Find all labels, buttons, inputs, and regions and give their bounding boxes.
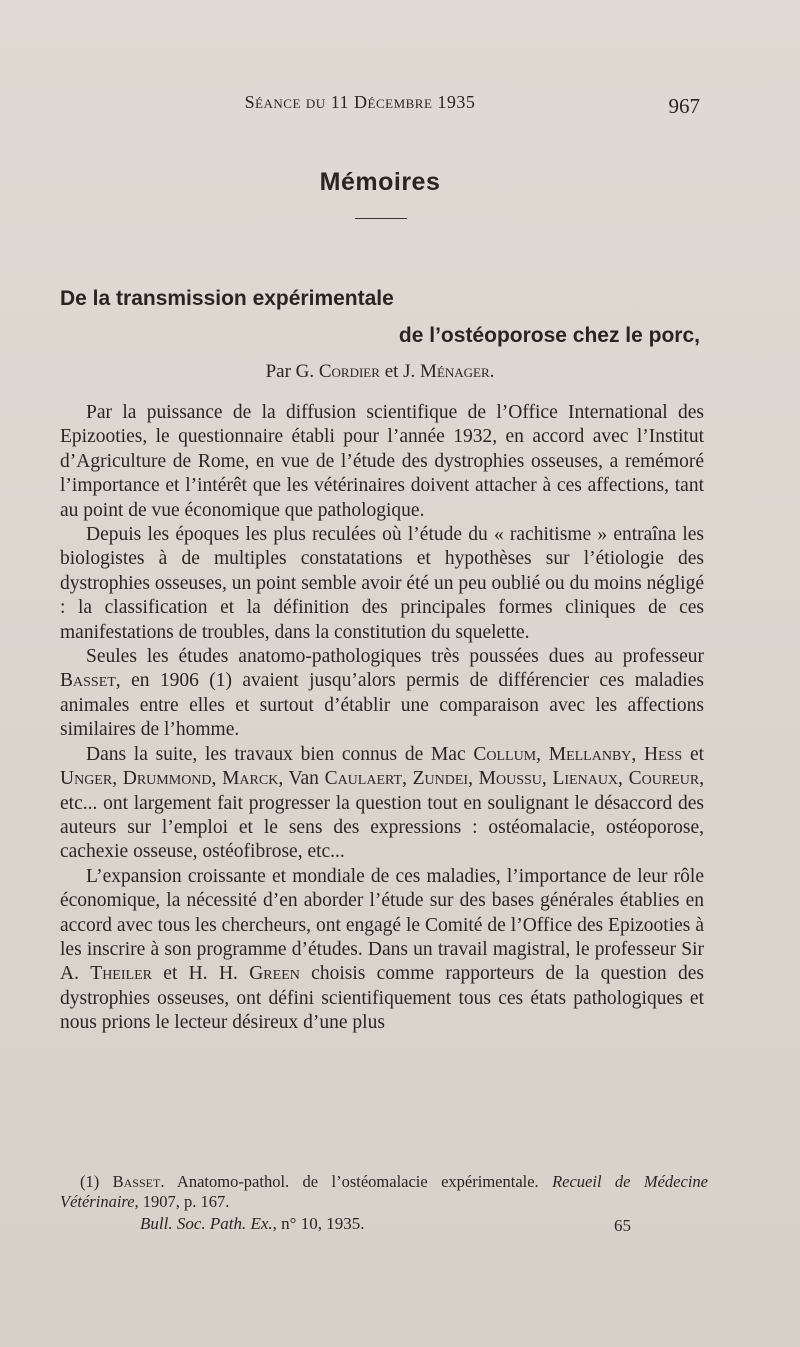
author-name: Collum xyxy=(473,743,537,765)
text-run: , etc... ont largement fait progresser la question tout en soulignant le désaccord des auteurs sur l’emploi et le sens des expressions : ostéomalacie, ostéoporose, cachexie osseuse, ostéofibrose, etc... xyxy=(60,768,705,863)
paragraph xyxy=(60,743,704,865)
author-name: Caulaert xyxy=(324,768,403,790)
byline-prefix: Par xyxy=(265,361,296,382)
text-run: , xyxy=(536,743,549,765)
footnote-marker: (1) xyxy=(80,1172,113,1191)
title-rule xyxy=(355,218,407,219)
text-run: , en 1906 (1) avaient jusqu’alors permis de différencier ces maladies animales entre elles et surtout d’établir une comparaison avec les affections similaires de l’homme. xyxy=(60,670,704,741)
author-name: Coureur xyxy=(628,768,700,790)
footnote-text xyxy=(60,1172,708,1212)
footnote-tail: , 1907, p. 167. xyxy=(134,1192,230,1211)
text-run: L’expansion croissante et mondiale de ces maladies, l’importance de leur rôle économique, la nécessité d’en aborder l’étude sur des bases générales établies en accord avec tous les chercheurs, ont engagé le Comité de l’Office des Epizooties à les inscrire à son programme d’études. Dans un travail magistral, le professeur Sir A. xyxy=(60,865,704,985)
text-run: Dans la suite, les travaux bien connus de Mac xyxy=(86,743,474,765)
text-run: et xyxy=(682,743,705,765)
text-run: choisis comme rapporteurs de la question des dystrophies osseuses, ont défini scientifiquement tous ces états pathologiques et nous prions le lecteur désireux d’une plus xyxy=(60,963,704,1034)
running-head-title: Séance du 11 Décembre 1935 xyxy=(244,92,476,112)
article-title-line2: de l’ostéoporose chez le porc, xyxy=(398,324,700,347)
text-run: , Van xyxy=(278,768,325,790)
author-2: J. Ménager xyxy=(403,361,490,382)
author-name: Zundei xyxy=(412,768,469,790)
text-run: , xyxy=(112,768,123,790)
text-run: , xyxy=(211,768,223,790)
author-name: Basset xyxy=(60,670,116,692)
author-name: Drummond xyxy=(122,768,212,790)
section-title: Mémoires xyxy=(319,168,441,196)
footnote-body: . Anatomo-pathol. de l’ostéomalacie expérimentale. xyxy=(160,1172,553,1191)
footnote-journal: Recueil de Médecine Vétérinaire xyxy=(60,1172,708,1211)
author-name: Theiler xyxy=(90,963,152,985)
byline xyxy=(0,361,760,383)
signature-mark: 65 xyxy=(614,1216,631,1235)
author-name: Unger xyxy=(60,768,113,790)
paragraph xyxy=(60,865,704,1036)
author-name: Marck xyxy=(222,768,279,790)
paragraph xyxy=(60,401,704,523)
author-name: Moussu xyxy=(478,768,542,790)
footnote xyxy=(60,1172,708,1212)
author-1: G. Cordier xyxy=(295,361,380,382)
article-body xyxy=(60,401,704,1036)
author-name: Lienaux xyxy=(552,768,619,790)
author-name: Hess xyxy=(644,743,683,765)
paragraph xyxy=(60,645,704,743)
byline-and: et xyxy=(379,361,404,382)
journal-signature xyxy=(140,1214,364,1234)
page-number: 967 xyxy=(668,94,700,118)
article-title-line1: De la transmission expérimentale xyxy=(60,287,394,310)
paragraph xyxy=(60,523,704,645)
text-run: et H. H. xyxy=(151,963,250,985)
journal-issue: , n° 10, 1935. xyxy=(272,1214,365,1233)
text-run: , xyxy=(541,768,553,790)
footnote-author: Basset xyxy=(112,1172,161,1191)
author-name: Mellanby xyxy=(548,743,632,765)
text-run: Seules les études anatomo-pathologiques très poussées dues au professeur xyxy=(86,646,704,668)
running-head xyxy=(60,92,700,122)
journal-name: Bull. Soc. Path. Ex. xyxy=(140,1214,273,1233)
text-run: , xyxy=(631,743,645,765)
text-run: Par la puissance de la diffusion scientifique de l’Office International des Epizooties, le questionnaire établi pour l’année 1932, en accord avec l’Institut d’Agriculture de Rome, en vue de l’étude des dystrophies osseuses, a remémoré l’importance et l’intérêt que les vétérinaires doivent attacher à ces affections, tant au point de vue économique que pathologique. xyxy=(60,402,704,521)
text-run: , xyxy=(402,768,413,790)
byline-suffix: . xyxy=(489,361,495,382)
text-run: , xyxy=(468,768,479,790)
author-name: Green xyxy=(249,963,300,985)
text-run: Depuis les époques les plus reculées où l’étude du « rachitisme » entraîna les biologistes à de multiples constatations et hypothèses sur l’étiologie des dystrophies osseuses, un point semble avoir été un peu oublié ou du moins négligé : la classification et la définition des principales formes cliniques de ces manifestations de troubles, dans la constitution du squelette. xyxy=(60,524,704,643)
text-run: , xyxy=(618,768,629,790)
